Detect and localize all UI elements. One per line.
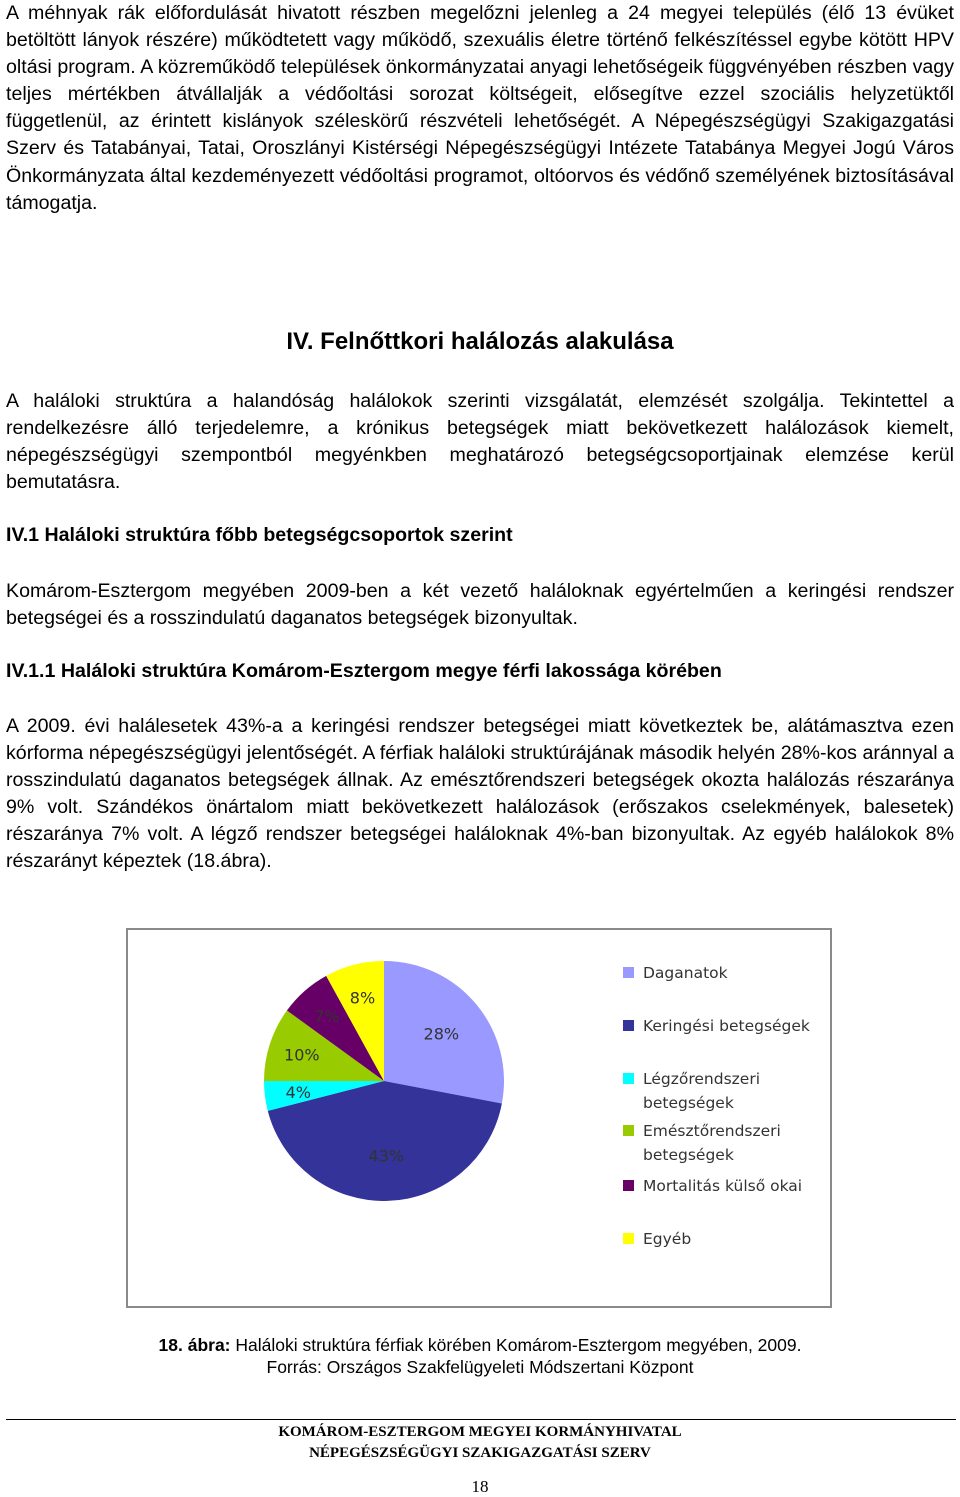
figure-caption-label: 18. ábra: bbox=[158, 1335, 231, 1355]
pie-label-daganatok: 28% bbox=[423, 1024, 460, 1044]
mortality-structure-paragraph: A haláloki struktúra a halandóság halálokok szerinti vizsgálatát, elemzését szolgálja. Tekintettel a rendelkezésre álló terjedelemre, a krónikus betegségek miatt bekövetkezett halálozások kiemelt, népegészségügyi szempontból megyénkben meghatározó betegségcsoportjainak elemzése kerül bemutatásra. bbox=[6, 390, 954, 494]
footer-organization: KOMÁROM-ESZTERGOM MEGYEI KORMÁNYHIVATAL bbox=[278, 1424, 682, 1440]
page-number: 18 bbox=[471, 1477, 489, 1496]
legend-label-emeszto-line2: betegségek bbox=[643, 1146, 734, 1164]
legend-swatch-egyeb bbox=[623, 1233, 634, 1244]
figure-caption bbox=[0, 1335, 960, 1356]
subsection-title: IV.1 Haláloki struktúra főbb betegségcsoportok szerint bbox=[6, 524, 513, 546]
legend-label-daganatok: Daganatok bbox=[643, 964, 728, 982]
pie-label-mortalitas: 7% bbox=[314, 1007, 340, 1027]
legend-swatch-mortalitas bbox=[623, 1180, 634, 1191]
legend-label-mortalitas: Mortalitás külső okai bbox=[643, 1177, 803, 1195]
legend-swatch-daganatok bbox=[623, 967, 634, 978]
footer-divider bbox=[6, 1419, 956, 1420]
pie-chart-frame bbox=[126, 928, 832, 1308]
legend-swatch-keringesi bbox=[623, 1020, 634, 1031]
pie-label-egyeb: 8% bbox=[349, 988, 376, 1008]
county-summary-paragraph: Komárom-Esztergom megyében 2009-ben a két vezető haláloknak egyértelműen a keringési rendszer betegségei és a rosszindulatú daganatos betegségek bizonyultak. bbox=[6, 580, 954, 630]
legend-label-emeszto-line1: Emésztőrendszeri bbox=[643, 1122, 781, 1140]
subsubsection-title: IV.1.1 Haláloki struktúra Komárom-Esztergom megye férfi lakossága körében bbox=[6, 660, 722, 682]
legend-label-legzo-line1: Légzőrendszeri bbox=[643, 1070, 761, 1088]
section-title: IV. Felnőttkori halálozás alakulása bbox=[286, 328, 674, 355]
figure-source: Forrás: Országos Szakfelügyeleti Módszertani Központ bbox=[266, 1357, 694, 1377]
pie-label-emeszto: 10% bbox=[284, 1045, 320, 1065]
footer-department: NÉPEGÉSZSÉGÜGYI SZAKIGAZGATÁSI SZERV bbox=[309, 1445, 651, 1461]
figure-caption-text: Haláloki struktúra férfiak körében Komárom-Esztergom megyében, 2009. bbox=[230, 1335, 802, 1355]
intro-paragraph: A méhnyak rák előfordulását hivatott részben megelőzni jelenleg a 24 megyei település (élő 13 évüket betöltött lányok részére) működtetett vagy működő, szexuális életre történő felkészítéssel egybe kötött HPV oltási program. A közreműködő települések önkormányzatai anyagi lehetőségeik függvényében részben vagy teljes mértékben átvállalják a védőoltási sorozat költségeit, elősegítve ezzel szociális helyzetüktől függetlenül, az érintett kislányok széleskörű részvételi lehetőségét. A Népegészségügyi Szakigazgatási Szerv és Tatabányai, Tatai, Oroszlányi Kistérségi Népegészségügyi Intézete Tatabánya Megyei Jogú Város Önkormányzata által kezdeményezett védőoltási programot, oltóorvos és védőnő személyének biztosításával támogatja. bbox=[6, 2, 954, 214]
legend-label-keringesi: Keringési betegségek bbox=[643, 1017, 810, 1035]
pie-chart bbox=[128, 930, 830, 1306]
legend-label-egyeb: Egyéb bbox=[643, 1230, 692, 1248]
legend-label-legzo-line2: betegségek bbox=[643, 1094, 734, 1112]
pie-label-legzo: 4% bbox=[285, 1082, 311, 1102]
pie-label-keringesi: 43% bbox=[368, 1146, 405, 1166]
male-mortality-paragraph: A 2009. évi halálesetek 43%-a a keringési rendszer betegségei miatt következtek be, alátámasztva ezen kórforma népegészségügyi jelentőségét. A férfiak haláloki struktúrájának második helyén 28%-kos aránnyal a rosszindulatú daganatos betegségek állnak. Az emésztőrendszeri betegségek okozta halálozás részaránya 9% volt. Szándékos önártalom miatt bekövetkezett halálozások (erőszakos cselekmények, balesetek) részaránya 7% volt. A légző rendszer betegségei haláloknak 4%-ban bizonyultak. Az egyéb halálokok 8% részarányt képeztek (18.ábra). bbox=[6, 715, 954, 873]
legend-swatch-legzo bbox=[623, 1073, 634, 1084]
legend-swatch-emeszto bbox=[623, 1125, 634, 1136]
